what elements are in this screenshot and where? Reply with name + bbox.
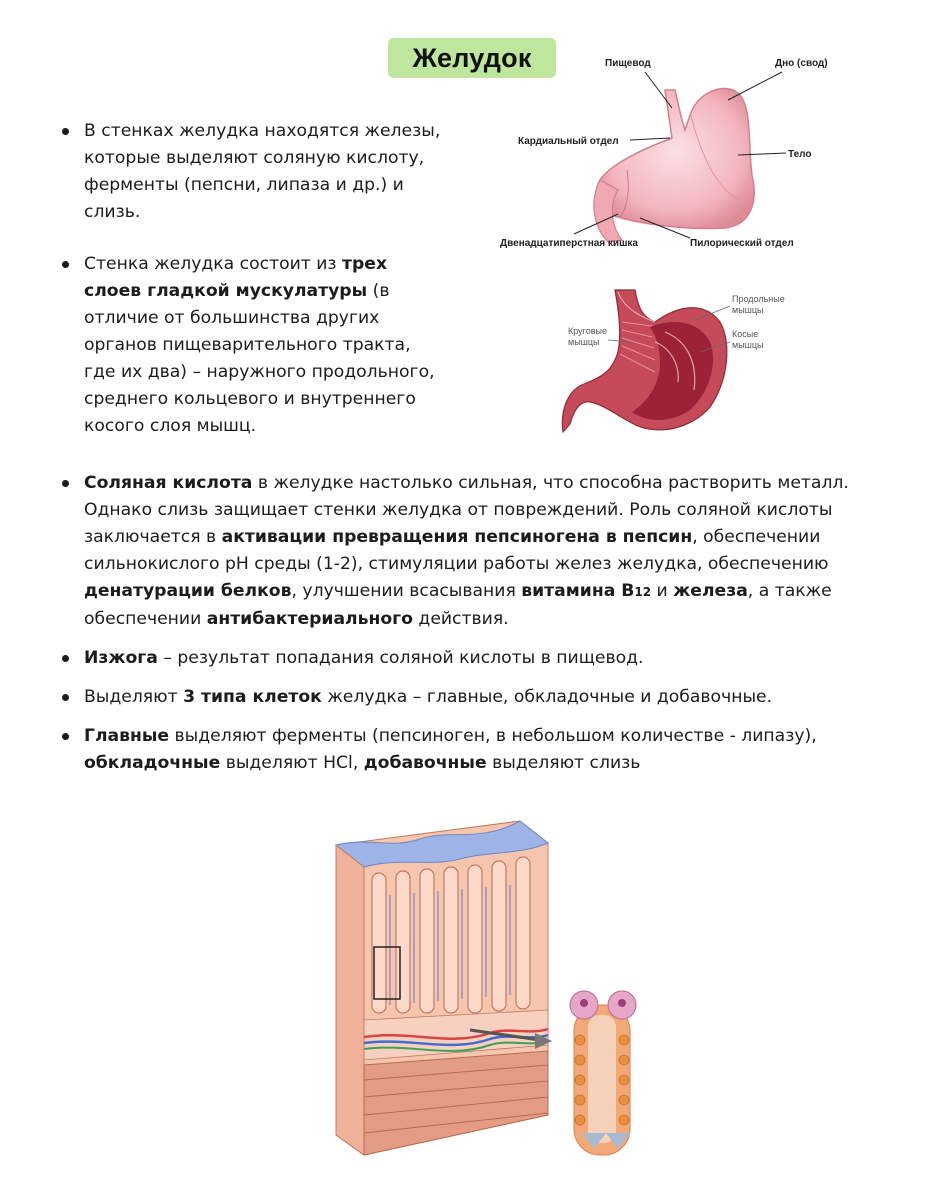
page-title: Желудок xyxy=(388,38,556,78)
gastric-wall-illustration xyxy=(330,815,660,1165)
label-longitudinal-2: мышцы xyxy=(732,305,764,315)
stomach-illustration xyxy=(594,88,754,242)
bullet-glands: В стенках желудка находятся железы, которые выделяют соляную кислоту, ферменты (пепсни, липаза и др.) и слизь. xyxy=(62,118,442,226)
top-bullet-list xyxy=(62,118,442,465)
label-circular-1: Круговые xyxy=(568,326,607,336)
label-pylorus: Пилорический отдел xyxy=(690,238,794,249)
bullet-heartburn: Изжога – результат попадания соляной кислоты в пищевод. xyxy=(62,645,892,672)
label-fundus: Дно (свод) xyxy=(775,58,828,69)
stomach-muscle-diagram xyxy=(560,282,820,442)
label-oblique-2: мышцы xyxy=(732,340,764,350)
label-duodenum: Двенадцатиперстная кишка xyxy=(500,238,638,249)
gastric-gland-illustration xyxy=(570,991,636,1155)
muscle-illustration xyxy=(562,290,726,432)
label-circular-2: мышцы xyxy=(568,337,600,347)
label-esophagus: Пищевод xyxy=(605,58,651,69)
wall-block xyxy=(336,821,552,1155)
bullet-cell-types: Выделяют 3 типа клеток желудка – главные, обкладочные и добавочные. xyxy=(62,684,892,711)
label-body: Тело xyxy=(788,149,812,160)
label-cardia: Кардиальный отдел xyxy=(518,136,619,147)
stomach-anatomy-diagram xyxy=(490,50,830,260)
label-longitudinal-1: Продольные xyxy=(732,294,785,304)
bullet-muscle-layers: Стенка желудка состоит из трех слоев гладкой мускулатуры (в отличие от большинства других органов пищеварительного тракта, где их два) – наружного продольного, среднего кольцевого и внутреннего косого слоя мышц. xyxy=(62,251,442,440)
main-bullet-list xyxy=(62,470,892,789)
bullet-cell-functions: Главные выделяют ферменты (пепсиноген, в небольшом количестве - липазу), обкладочные выделяют HCl, добавочные выделяют слизь xyxy=(62,723,892,777)
label-oblique-1: Косые xyxy=(732,329,759,339)
bullet-hydrochloric-acid: Соляная кислота в желудке настолько сильная, что способна растворить металл. Однако слизь защищает стенки желудка от повреждений. Роль соляной кислоты заключается в активации превращения пепсиногена в пепсин, обеспечении сильнокислого pH среды (1-2), стимуляции работы желез желудка, обеспечению денатурации белков, улучшении всасывания витамина B12 и железа, а также обеспечении антибактериального действия. xyxy=(62,470,892,633)
